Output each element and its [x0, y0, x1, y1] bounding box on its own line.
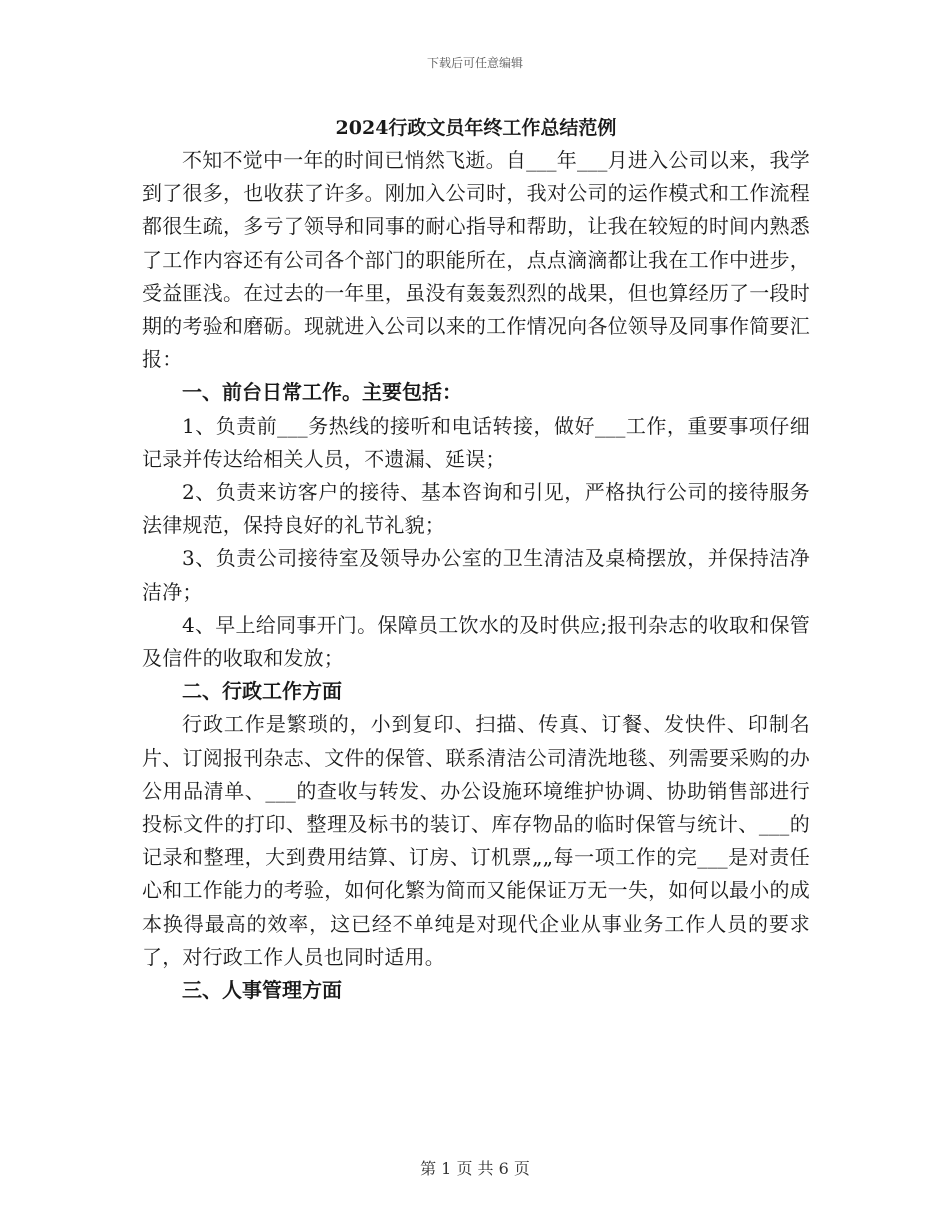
intro-paragraph: 不知不觉中一年的时间已悄然飞逝。自___年___月进入公司以来，我学到了很多，也收获了许多。刚加入公司时，我对公司的运作模式和工作流程都很生疏，多亏了领导和同事的耐心指导和帮助，让我在较短的时间内熟悉了工作内容还有公司各个部门的职能所在，点点滴滴都让我在工作中进步，受益匪浅。在过去的一年里，虽没有轰轰烈烈的战果，但也算经历了一段时期的考验和磨砺。现就进入公司以来的工作情况向各位领导及同事作简要汇报：: [142, 148, 810, 372]
section-2-body: 行政工作是繁琐的，小到复印、扫描、传真、订餐、发快件、印制名片、订阅报刊杂志、文件的保管、联系清洁公司清洗地毯、列需要采购的办公用品清单、___的查收与转发、办公设施环境维护协调、协助销售部进行投标文件的打印、整理及标书的装订、库存物品的临时保管与统计、___的记录和整理，大到费用结算、订房、订机票„„每一项工作的完___是对责任心和工作能力的考验，如何化繁为简而又能保证万无一失，如何以最小的成本换得最高的效率，这已经不单纯是对现代企业从事业务工作人员的要求了，对行政工作人员也同时适用。: [142, 712, 810, 969]
section-1-heading: 一、前台日常工作。主要包括：: [182, 380, 462, 405]
document-body: [142, 112, 810, 1007]
section-1-item-1: 1、负责前___务热线的接听和电话转接，做好___工作，重要事项仔细记录并传达给相关人员，不遗漏、延误；: [142, 413, 810, 471]
section-3-heading: 三、人事管理方面: [182, 978, 342, 1003]
header-note: 下载后可任意编辑: [426, 56, 523, 70]
section-1-item-4: 4、早上给同事开门。保障员工饮水的及时供应;报刊杂志的收取和保管及信件的收取和发放；: [142, 612, 810, 671]
page-number-footer: 第 1 页 共 6 页: [420, 1159, 530, 1178]
section-1-item-2: 2、负责来访客户的接待、基本咨询和引见，严格执行公司的接待服务法律规范，保持良好的礼节礼貌；: [142, 480, 810, 538]
section-2-heading: 二、行政工作方面: [182, 679, 342, 704]
section-1-item-3: 3、负责公司接待室及领导办公室的卫生清洁及桌椅摆放，并保持洁净洁净；: [142, 546, 810, 604]
document-title: 2024行政文员年终工作总结范例: [335, 117, 617, 139]
